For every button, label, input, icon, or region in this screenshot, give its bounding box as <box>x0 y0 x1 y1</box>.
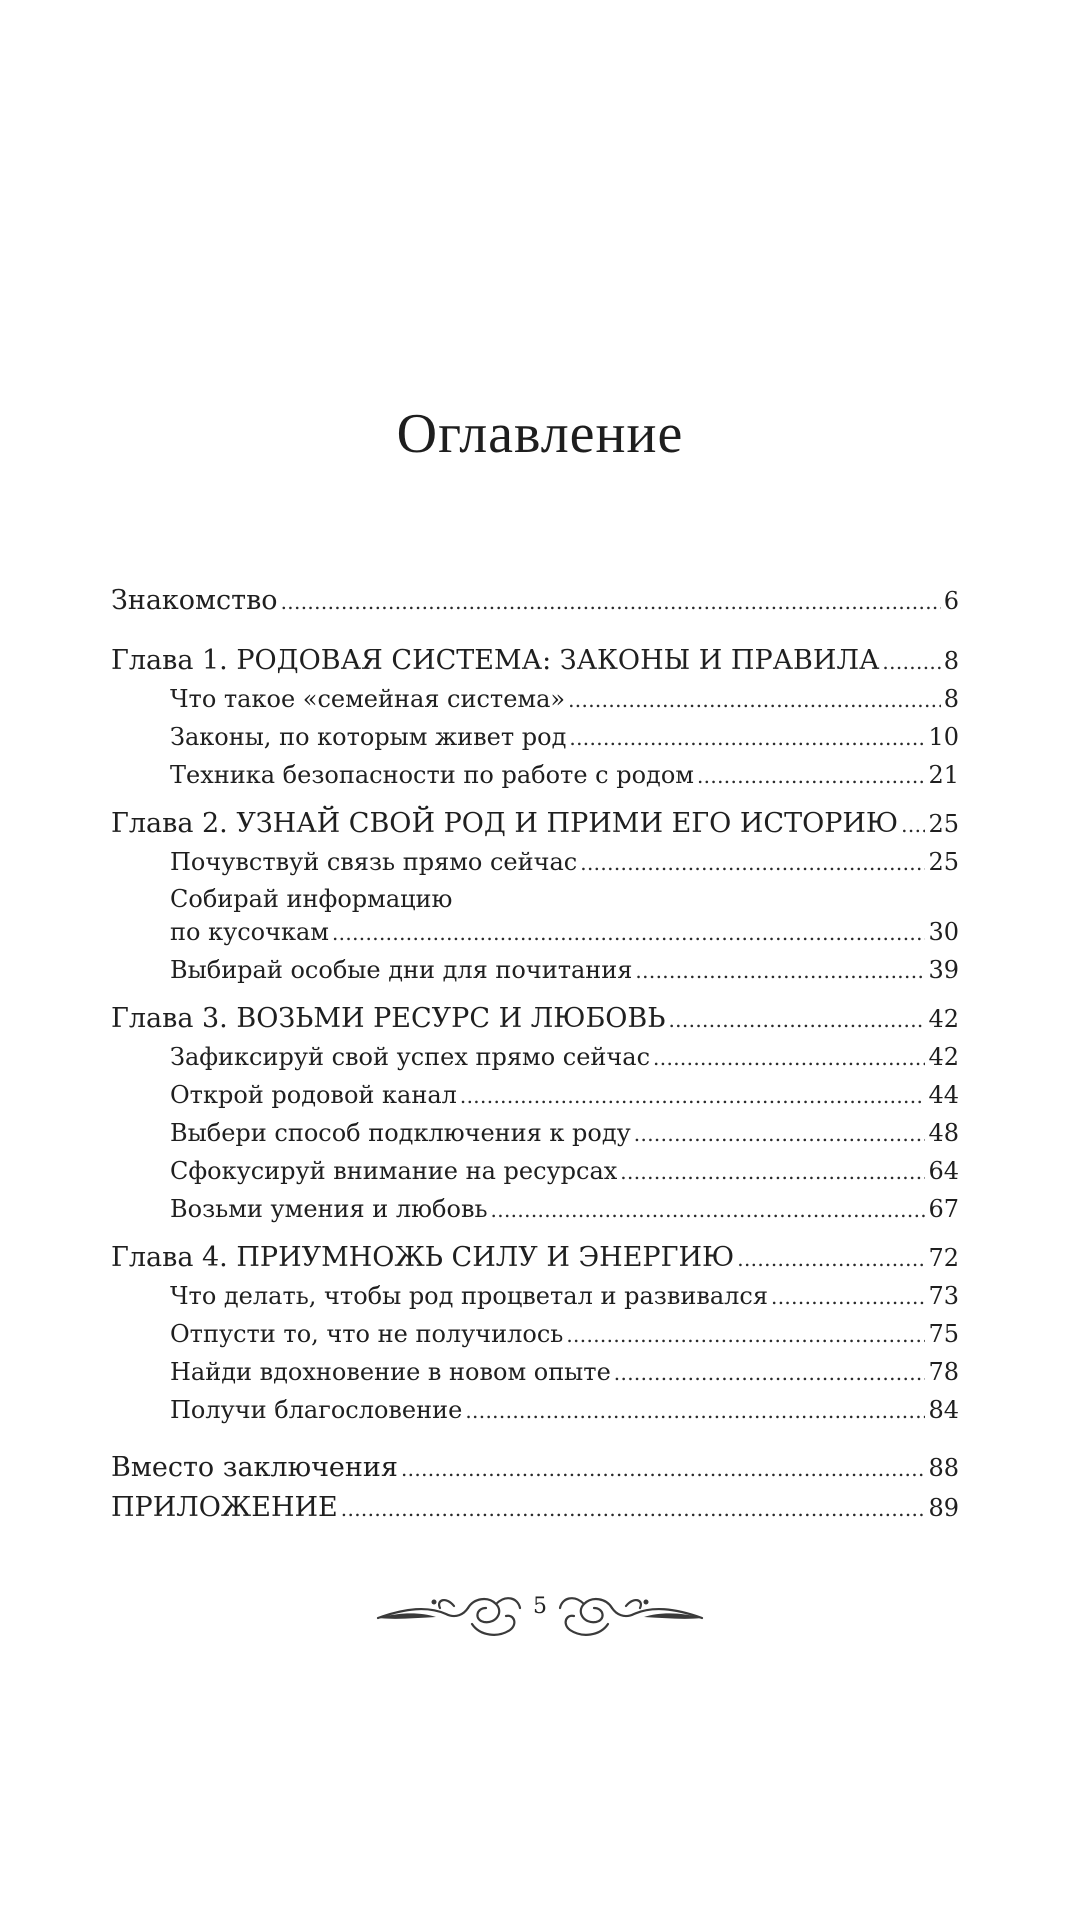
toc-entry-appendix[interactable] <box>111 1492 959 1525</box>
toc-page-number: 25 <box>928 810 959 838</box>
toc-entry-title: Глава 3. ВОЗЬМИ РЕСУРС И ЛЮБОВЬ <box>111 1003 666 1034</box>
toc-entry-chapter-2[interactable] <box>111 808 959 841</box>
toc-page-number: 8 <box>943 685 959 713</box>
toc-entry-title: Вместо заключения <box>111 1452 398 1483</box>
toc-page-number: 42 <box>928 1005 959 1033</box>
toc-entry-introduction[interactable] <box>111 585 959 618</box>
toc-entry-title: Возьми умения и любовь <box>170 1195 488 1223</box>
dot-leader <box>771 1281 925 1313</box>
toc-page-number: 67 <box>928 1195 959 1223</box>
toc-entry-title: Что делать, чтобы род процветал и развивался <box>170 1282 768 1310</box>
toc-entry-title-first-line: Собирай информацию <box>170 885 453 913</box>
dot-leader <box>901 809 925 841</box>
toc-page-number: 21 <box>928 761 959 789</box>
toc-page-number: 72 <box>928 1244 959 1272</box>
toc-page-number: 78 <box>928 1358 959 1386</box>
dot-leader <box>614 1357 926 1389</box>
dot-leader <box>580 847 925 879</box>
toc-entry-chapter-3[interactable] <box>111 1003 959 1036</box>
dot-leader <box>465 1395 925 1427</box>
toc-entry-title: Почувствуй связь прямо сейчас <box>170 848 578 876</box>
toc-entry-section[interactable] <box>170 1318 959 1351</box>
dot-leader <box>620 1156 925 1188</box>
toc-entry-section[interactable] <box>170 1079 959 1112</box>
toc-page-number: 64 <box>928 1157 959 1185</box>
toc-entry-title: Отпусти то, что не получилось <box>170 1320 564 1348</box>
toc-entry-title: Глава 1. РОДОВАЯ СИСТЕМА: ЗАКОНЫ И ПРАВИЛА <box>111 645 880 676</box>
toc-entry-conclusion[interactable] <box>111 1452 959 1485</box>
toc-entry-section[interactable] <box>170 1041 959 1074</box>
toc-entry-section[interactable] <box>170 721 959 754</box>
dot-leader <box>882 646 940 678</box>
toc-page-number: 8 <box>943 647 959 675</box>
toc-entry-section[interactable] <box>170 1155 959 1188</box>
toc-page-number: 30 <box>928 918 959 946</box>
toc-entry-title: Открой родовой канал <box>170 1081 457 1109</box>
toc-entry-section[interactable] <box>170 1280 959 1313</box>
toc-entry-section[interactable] <box>170 1394 959 1427</box>
toc-entry-section[interactable] <box>170 954 959 987</box>
toc-entry-title: Найди вдохновение в новом опыте <box>170 1358 611 1386</box>
dot-leader <box>332 917 926 949</box>
toc-entry-title: Глава 2. УЗНАЙ СВОЙ РОД И ПРИМИ ЕГО ИСТОРИЮ <box>111 808 899 839</box>
dot-leader <box>281 586 941 618</box>
toc-entry-section[interactable] <box>170 683 959 716</box>
toc-entry-title: Знакомство <box>111 585 278 616</box>
toc-entry-section[interactable] <box>170 846 959 879</box>
toc-page-number: 39 <box>928 956 959 984</box>
dot-leader <box>568 684 941 716</box>
toc-entry-section[interactable] <box>170 1193 959 1226</box>
toc-page-number: 6 <box>943 587 959 615</box>
toc-entry-section[interactable] <box>170 759 959 792</box>
toc-page-number: 88 <box>928 1454 959 1482</box>
toc-page-number: 42 <box>928 1043 959 1071</box>
toc-page-number: 75 <box>928 1320 959 1348</box>
toc-entry-chapter-4[interactable] <box>111 1242 959 1275</box>
toc-entry-title: Что такое «семейная система» <box>170 685 566 713</box>
dot-leader <box>401 1453 926 1485</box>
dot-leader <box>566 1319 925 1351</box>
toc-entry-section[interactable] <box>170 1356 959 1389</box>
toc-entry-chapter-1[interactable] <box>111 645 959 678</box>
toc-entry-title: Выбирай особые дни для почитания <box>170 956 633 984</box>
toc-page-number: 44 <box>928 1081 959 1109</box>
dot-leader <box>341 1493 926 1525</box>
dot-leader <box>737 1243 925 1275</box>
dot-leader <box>569 722 925 754</box>
dot-leader <box>653 1042 925 1074</box>
toc-page-number: 48 <box>928 1119 959 1147</box>
toc-page-number: 84 <box>928 1396 959 1424</box>
dot-leader <box>697 760 926 792</box>
dot-leader <box>460 1080 926 1112</box>
toc-entry-title: Законы, по которым живет род <box>170 723 567 751</box>
toc-entry-title: Техника безопасности по работе с родом <box>170 761 694 789</box>
dot-leader <box>635 955 925 987</box>
toc-entry-section[interactable] <box>170 1117 959 1150</box>
dot-leader <box>634 1118 926 1150</box>
toc-entry-title: Получи благословение <box>170 1396 463 1424</box>
dot-leader <box>668 1004 925 1036</box>
page-number: 5 <box>533 1594 547 1619</box>
toc-page-number: 25 <box>928 848 959 876</box>
toc-entry-title: Глава 4. ПРИУМНОЖЬ СИЛУ И ЭНЕРГИЮ <box>111 1242 735 1273</box>
toc-entry-title: Выбери способ подключения к роду <box>170 1119 631 1147</box>
toc-page-number: 73 <box>928 1282 959 1310</box>
toc-entry-title: Сфокусируй внимание на ресурсах <box>170 1157 618 1185</box>
toc-entry-section[interactable] <box>170 916 959 949</box>
page-title: Оглавление <box>396 403 684 465</box>
toc-entry-title: по кусочкам <box>170 918 329 946</box>
toc-entry-title: ПРИЛОЖЕНИЕ <box>111 1492 338 1523</box>
toc-page-number: 10 <box>928 723 959 751</box>
dot-leader <box>491 1194 926 1226</box>
toc-entry-title: Зафиксируй свой успех прямо сейчас <box>170 1043 651 1071</box>
toc-page-number: 89 <box>928 1494 959 1522</box>
